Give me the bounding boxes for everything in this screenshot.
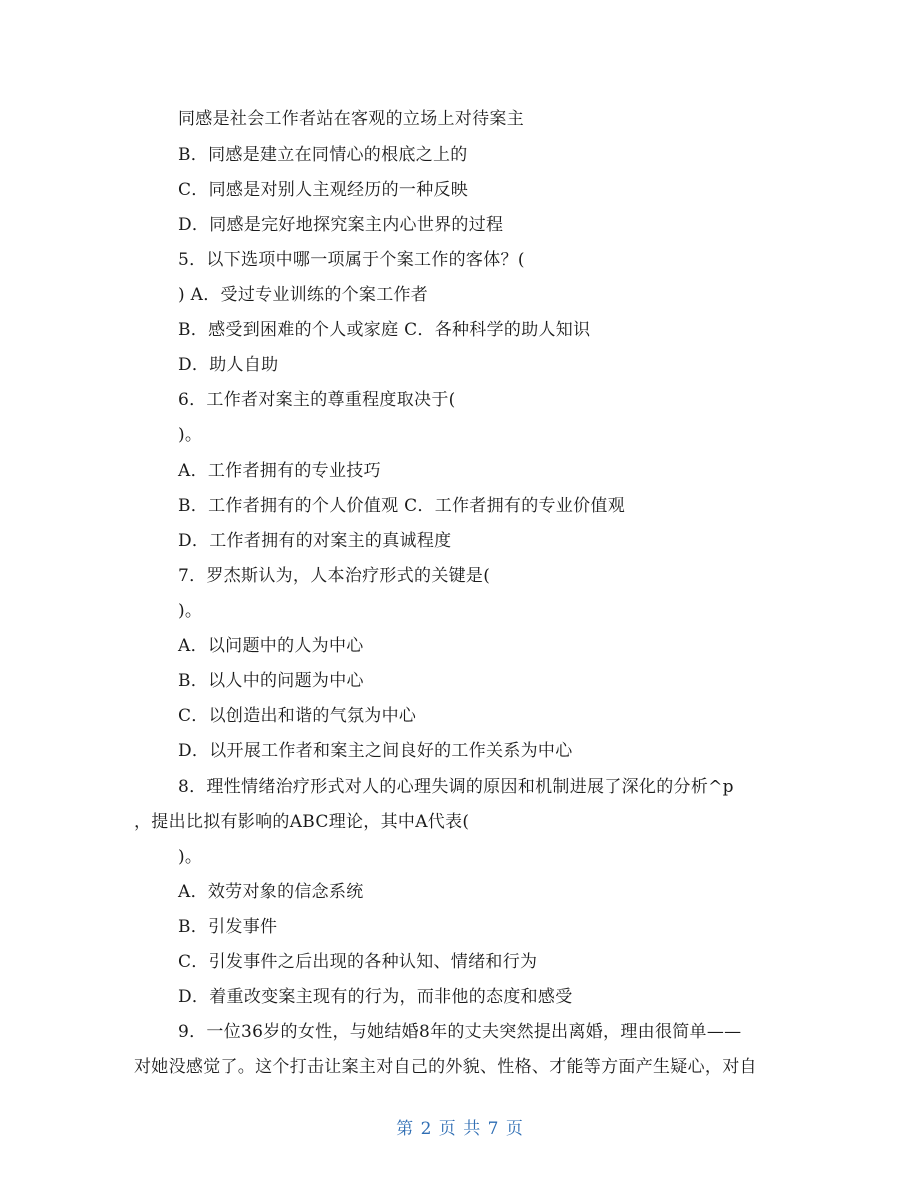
text-line-14: 7．罗杰斯认为，人本治疗形式的关键是( bbox=[178, 566, 491, 586]
text-line-19: D．以开展工作者和案主之间良好的工作关系为中心 bbox=[178, 741, 573, 761]
text-line-12: B．工作者拥有的个人价值观 C．工作者拥有的专业价值观 bbox=[178, 496, 626, 516]
text-line-11: A．工作者拥有的专业技巧 bbox=[178, 461, 381, 481]
text-line-4: D．同感是完好地探究案主内心世界的过程 bbox=[178, 215, 504, 235]
text-line-20: 8．理性情绪治疗形式对人的心理失调的原因和机制进展了深化的分析^p bbox=[178, 777, 734, 797]
text-line-18: C．以创造出和谐的气氛为中心 bbox=[178, 706, 417, 726]
text-line-16: A．以问题中的人为中心 bbox=[178, 636, 364, 656]
text-line-15: )。 bbox=[178, 601, 203, 621]
text-line-10: )。 bbox=[178, 425, 203, 445]
text-line-17: B．以人中的问题为中心 bbox=[178, 671, 364, 691]
text-line-8: D．助人自助 bbox=[178, 355, 279, 375]
text-line-3: C．同感是对别人主观经历的一种反映 bbox=[178, 180, 469, 200]
page-number-footer: 第 2 页 共 7 页 bbox=[396, 1119, 524, 1139]
text-line-9: 6．工作者对案主的尊重程度取决于( bbox=[178, 390, 456, 410]
text-line-2: B．同感是建立在同情心的根底之上的 bbox=[178, 145, 468, 165]
text-line-22: )。 bbox=[178, 847, 203, 867]
text-line-6: ) A．受过专业训练的个案工作者 bbox=[178, 285, 429, 305]
text-line-7: B．感受到困难的个人或家庭 C．各种科学的助人知识 bbox=[178, 320, 591, 340]
text-line-27: 9．一位36岁的女性，与她结婚8年的丈夫突然提出离婚，理由很简单—— bbox=[178, 1022, 742, 1042]
text-line-21: ，提出比拟有影响的ABC理论，其中A代表( bbox=[134, 812, 470, 832]
text-line-26: D．着重改变案主现有的行为，而非他的态度和感受 bbox=[178, 987, 573, 1007]
text-line-24: B．引发事件 bbox=[178, 917, 278, 937]
text-line-13: D．工作者拥有的对案主的真诚程度 bbox=[178, 531, 452, 551]
text-line-1: 同感是社会工作者站在客观的立场上对待案主 bbox=[178, 109, 524, 129]
text-line-5: 5．以下选项中哪一项属于个案工作的客体？( bbox=[178, 250, 525, 270]
text-line-28: 对她没感觉了。这个打击让案主对自己的外貌、性格、才能等方面产生疑心，对自 bbox=[134, 1057, 757, 1077]
text-line-23: A．效劳对象的信念系统 bbox=[178, 882, 364, 902]
text-line-25: C．引发事件之后出现的各种认知、情绪和行为 bbox=[178, 952, 538, 972]
